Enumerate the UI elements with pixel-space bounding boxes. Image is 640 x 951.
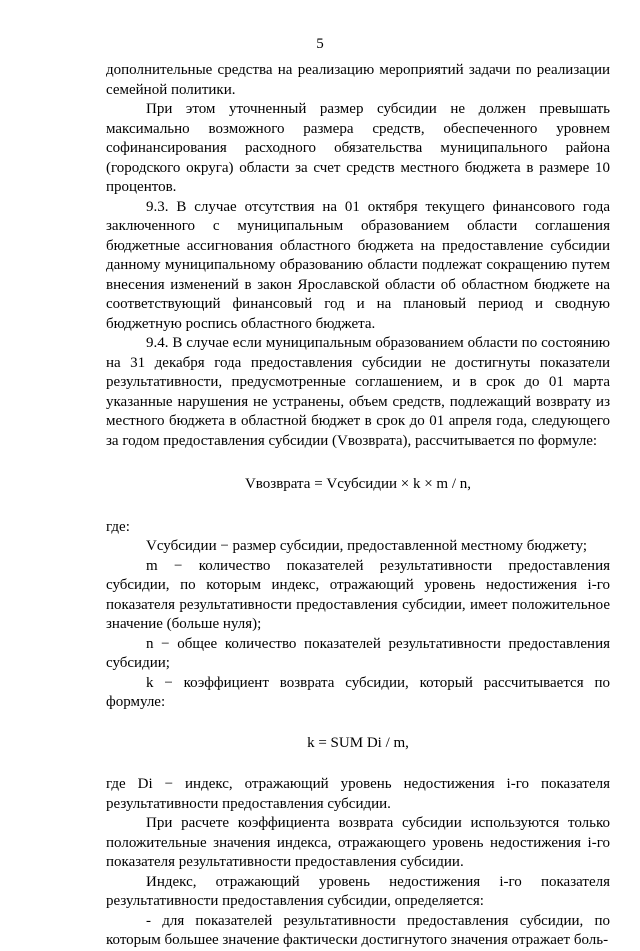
paragraph-continuation: дополнительные средства на реализацию мероприятий задачи по реализации семейной политики. <box>106 62 610 98</box>
paragraph-9-4: 9.4. В случае если муниципальным образованием области по состоянию на 31 декабря года предоставления субсидии не достигнуты показатели результативности, предусмотренные соглашением, и в срок до 01 марта указанные нарушения не устранены, объем средств, подлежащий возврату из местного бюджета в областной бюджет в срок до 01 апреля года, следующего за годом предоставления субсидии (Vвозврата), рассчитывается по формуле: <box>106 335 610 449</box>
definition-v-subsidy: Vсубсидии − размер субсидии, предоставленной местному бюджету; <box>146 538 588 554</box>
paragraph-indicator-list-item: - для показателей результативности предоставления субсидии, по которым большее значение фактически достигнутого значения отражает боль- <box>106 912 610 948</box>
definition-m: m − количество показателей результативности предоставления субсидии, по которым индекс, отражающий уровень недостижения i-го показателя результативности предоставления субсидии, имеет положительное значение (больше нуля); <box>106 557 610 632</box>
definition-di: где Di − индекс, отражающий уровень недостижения i-го показателя результативности предоставления субсидии. <box>106 776 610 812</box>
paragraph-subsidy-limit: При этом уточненный размер субсидии не должен превышать максимально возможного размера средств, обеспеченного уровнем софинансирования расходного обязательства муниципального района (городского округа) области за счет средств местного бюджета в размере 10 процентов. <box>106 101 610 195</box>
where-label: где: <box>106 518 130 535</box>
definition-n: n − общее количество показателей результативности предоставления субсидии; <box>106 635 610 671</box>
paragraph-9-3: 9.3. В случае отсутствия на 01 октября текущего финансового года заключенного с муниципальным образованием области соглашения бюджетные ассигнования областного бюджета на предоставление субсидии данному муниципальному образованию области подлежат сокращению путем внесения изменений в закон Ярославской области об областном бюджете на соответствующий финансовый год и на плановый период и сводную бюджетную роспись областного бюджета. <box>106 198 610 332</box>
page-number: 5 <box>316 36 324 52</box>
definition-k: k − коэффициент возврата субсидии, который рассчитывается по формуле: <box>106 674 610 710</box>
paragraph-coefficient-calc: При расчете коэффициента возврата субсидии используются только положительные значения индекса, отражающего уровень недостижения i-го показателя результативности предоставления субсидии. <box>106 815 610 870</box>
formula-return-volume: Vвозврата = Vсубсидии × k × m / n, <box>244 476 472 492</box>
formula-return-coefficient: k = SUM Di / m, <box>307 734 409 751</box>
document-body <box>106 61 610 951</box>
paragraph-index-definition: Индекс, отражающий уровень недостижения i-го показателя результативности предоставления субсидии, определяется: <box>106 873 610 909</box>
